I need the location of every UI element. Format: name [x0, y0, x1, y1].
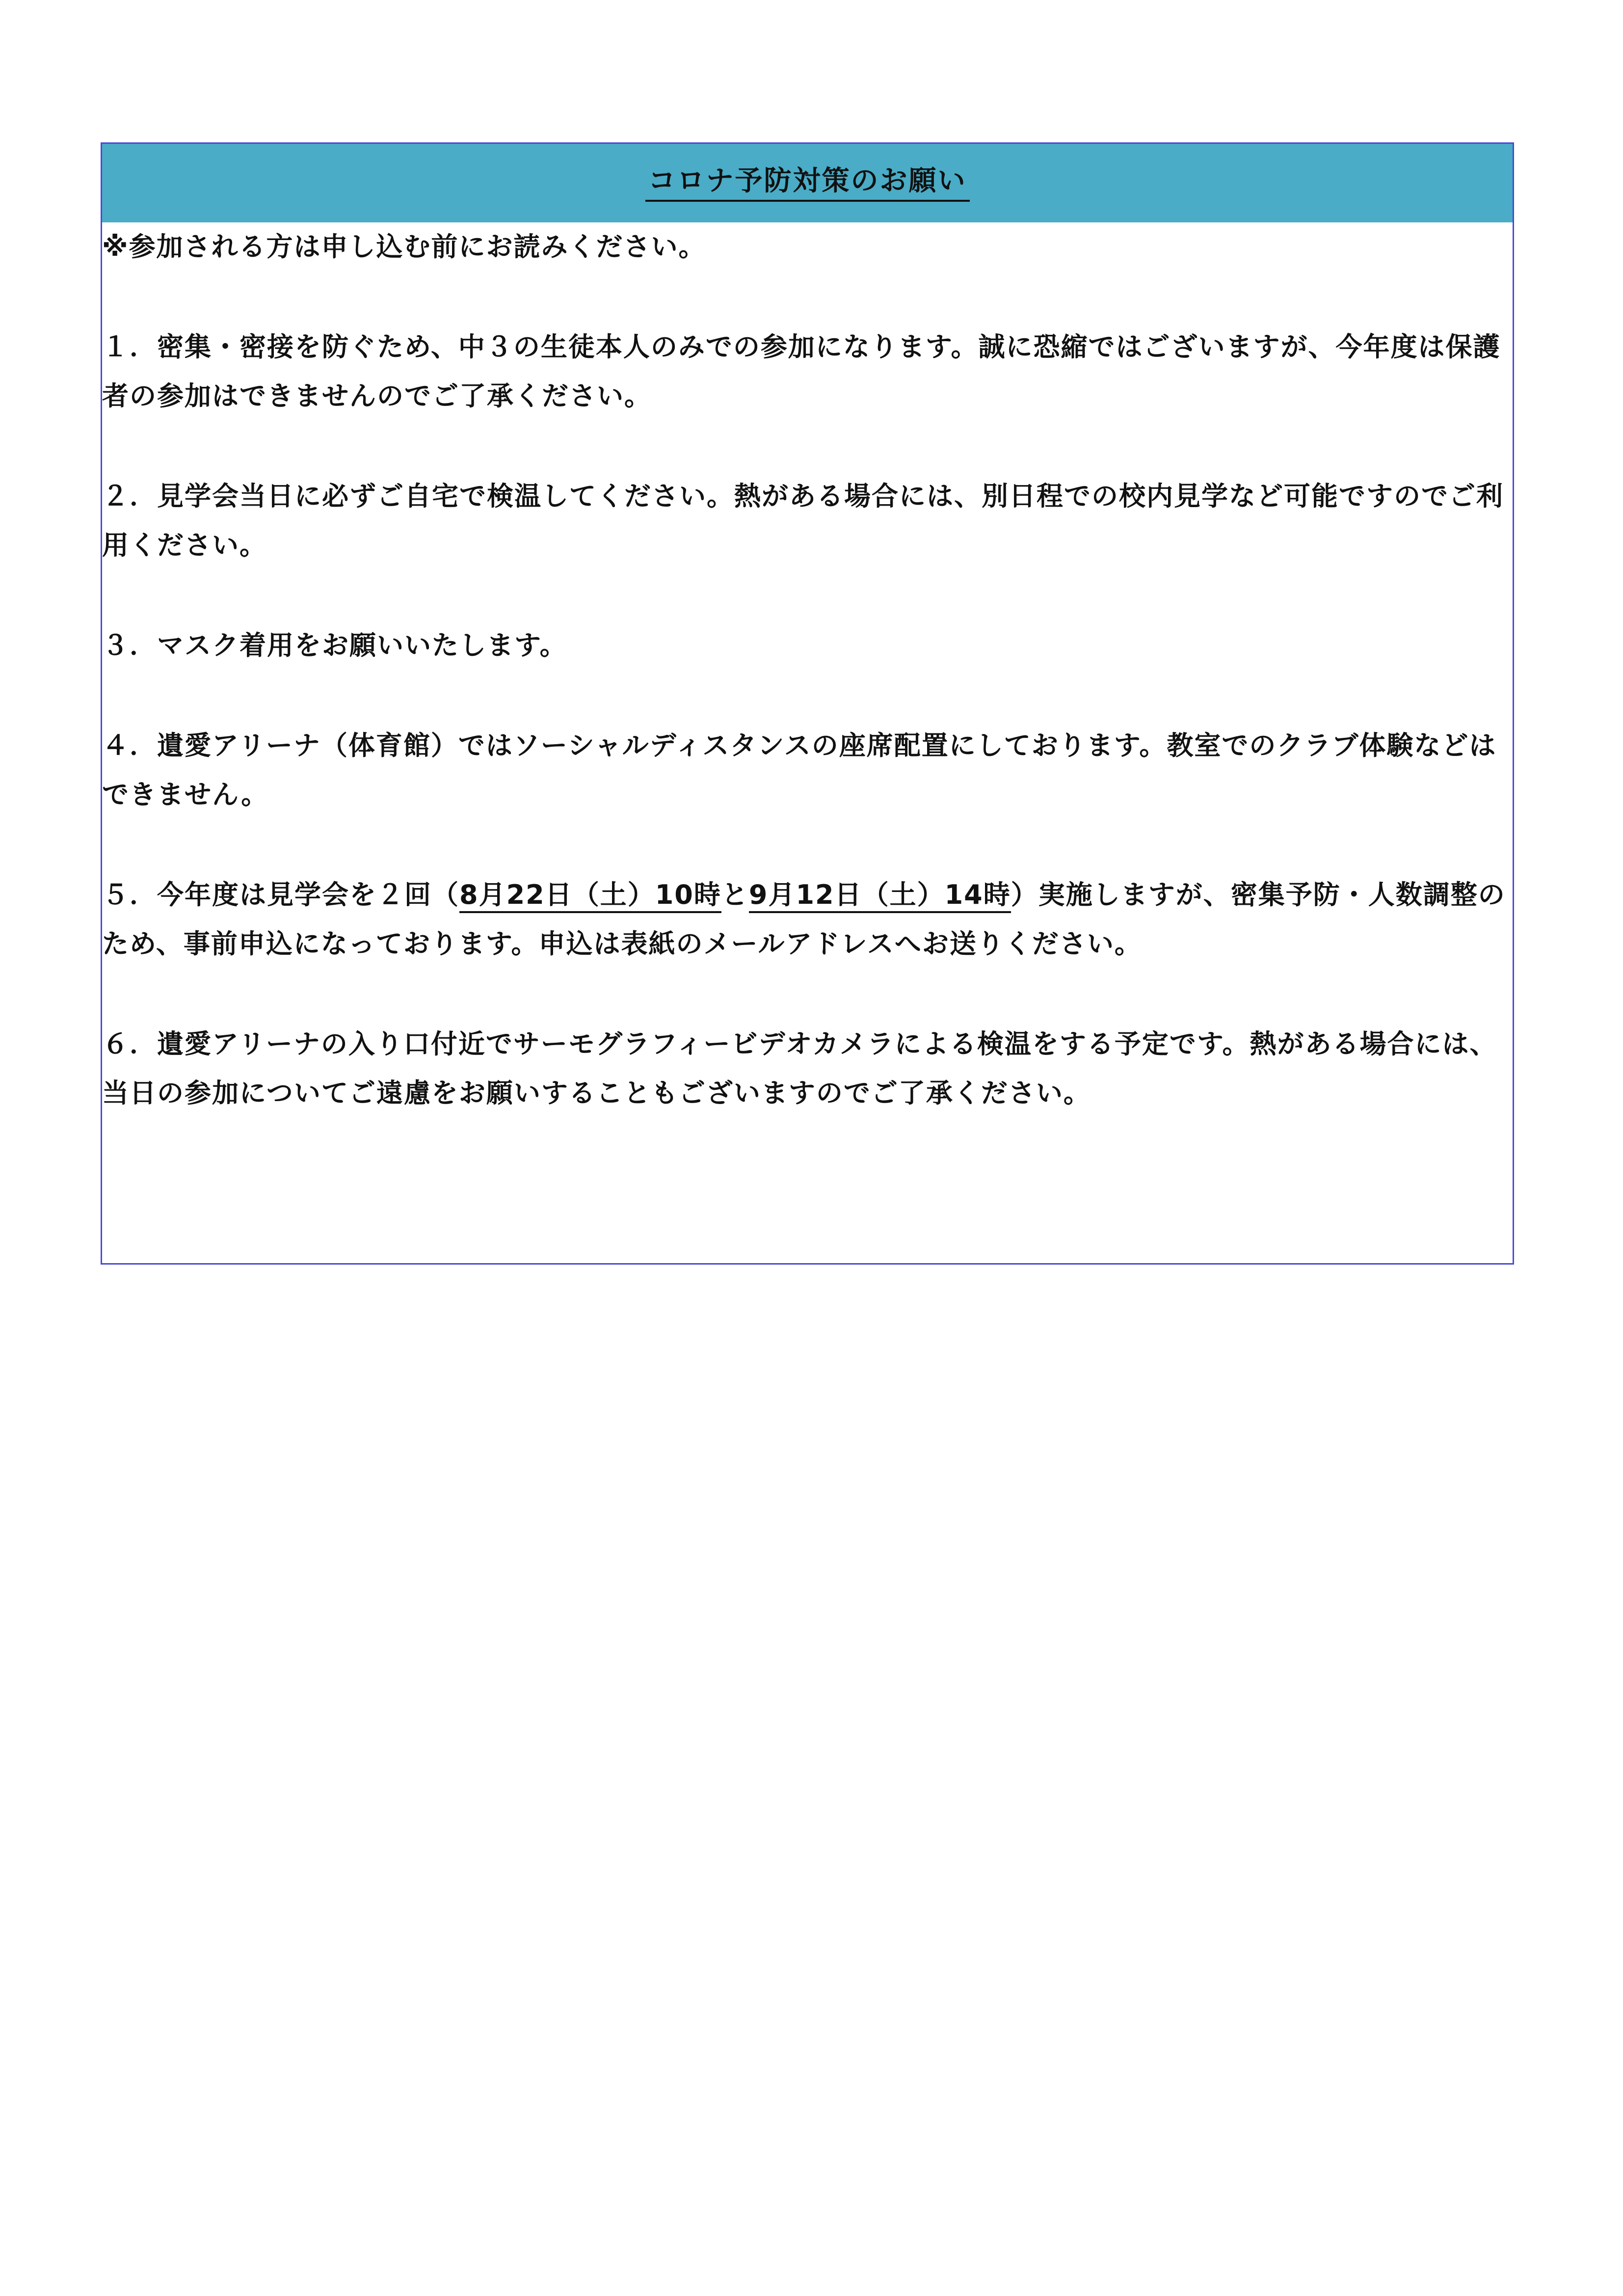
notice-item-2: ２．見学会当日に必ずご自宅で検温してください。熱がある場合には、別日程での校内見学など可能ですのでご利用ください。	[102, 481, 1504, 561]
notice-item-5-date1: 8月22日（土）10時	[459, 879, 721, 913]
notice-item-5-post: ）実施しますが、密集予防・人数調整のため、事前申込になっております。申込は表紙のメールアドレスへお送りください。	[102, 879, 1506, 959]
notice-item-6: ６．遺愛アリーナの入り口付近でサーモグラフィービデオカメラによる検温をする予定です。熱がある場合には、当日の参加についてご遠慮をお願いすることもございますのでご了承ください。	[102, 1028, 1497, 1108]
notice-body	[102, 222, 1513, 1118]
notice-header	[102, 144, 1513, 222]
notice-intro: ※参加される方は申し込む前にお読みください。	[102, 231, 706, 262]
notice-item-3: ３．マスク着用をお願いいたします。	[102, 630, 567, 661]
notice-item-5-pre: ５．今年度は見学会を２回（	[102, 879, 459, 910]
notice-item-5-mid: と	[721, 879, 749, 910]
notice-item-1: １．密集・密接を防ぐため、中３の生徒本人のみでの参加になります。誠に恐縮ではございますが、今年度は保護者の参加はできませんのでご了承ください。	[102, 331, 1501, 411]
notice-item-5	[102, 819, 1513, 969]
notice-item-4: ４．遺愛アリーナ（体育館）ではソーシャルディスタンスの座席配置にしております。教室でのクラブ体験などはできません。	[102, 730, 1497, 810]
notice-item-5-date2: 9月12日（土）14時	[749, 879, 1011, 913]
notice-box	[101, 142, 1514, 1265]
notice-title: コロナ予防対策のお願い	[645, 164, 970, 201]
